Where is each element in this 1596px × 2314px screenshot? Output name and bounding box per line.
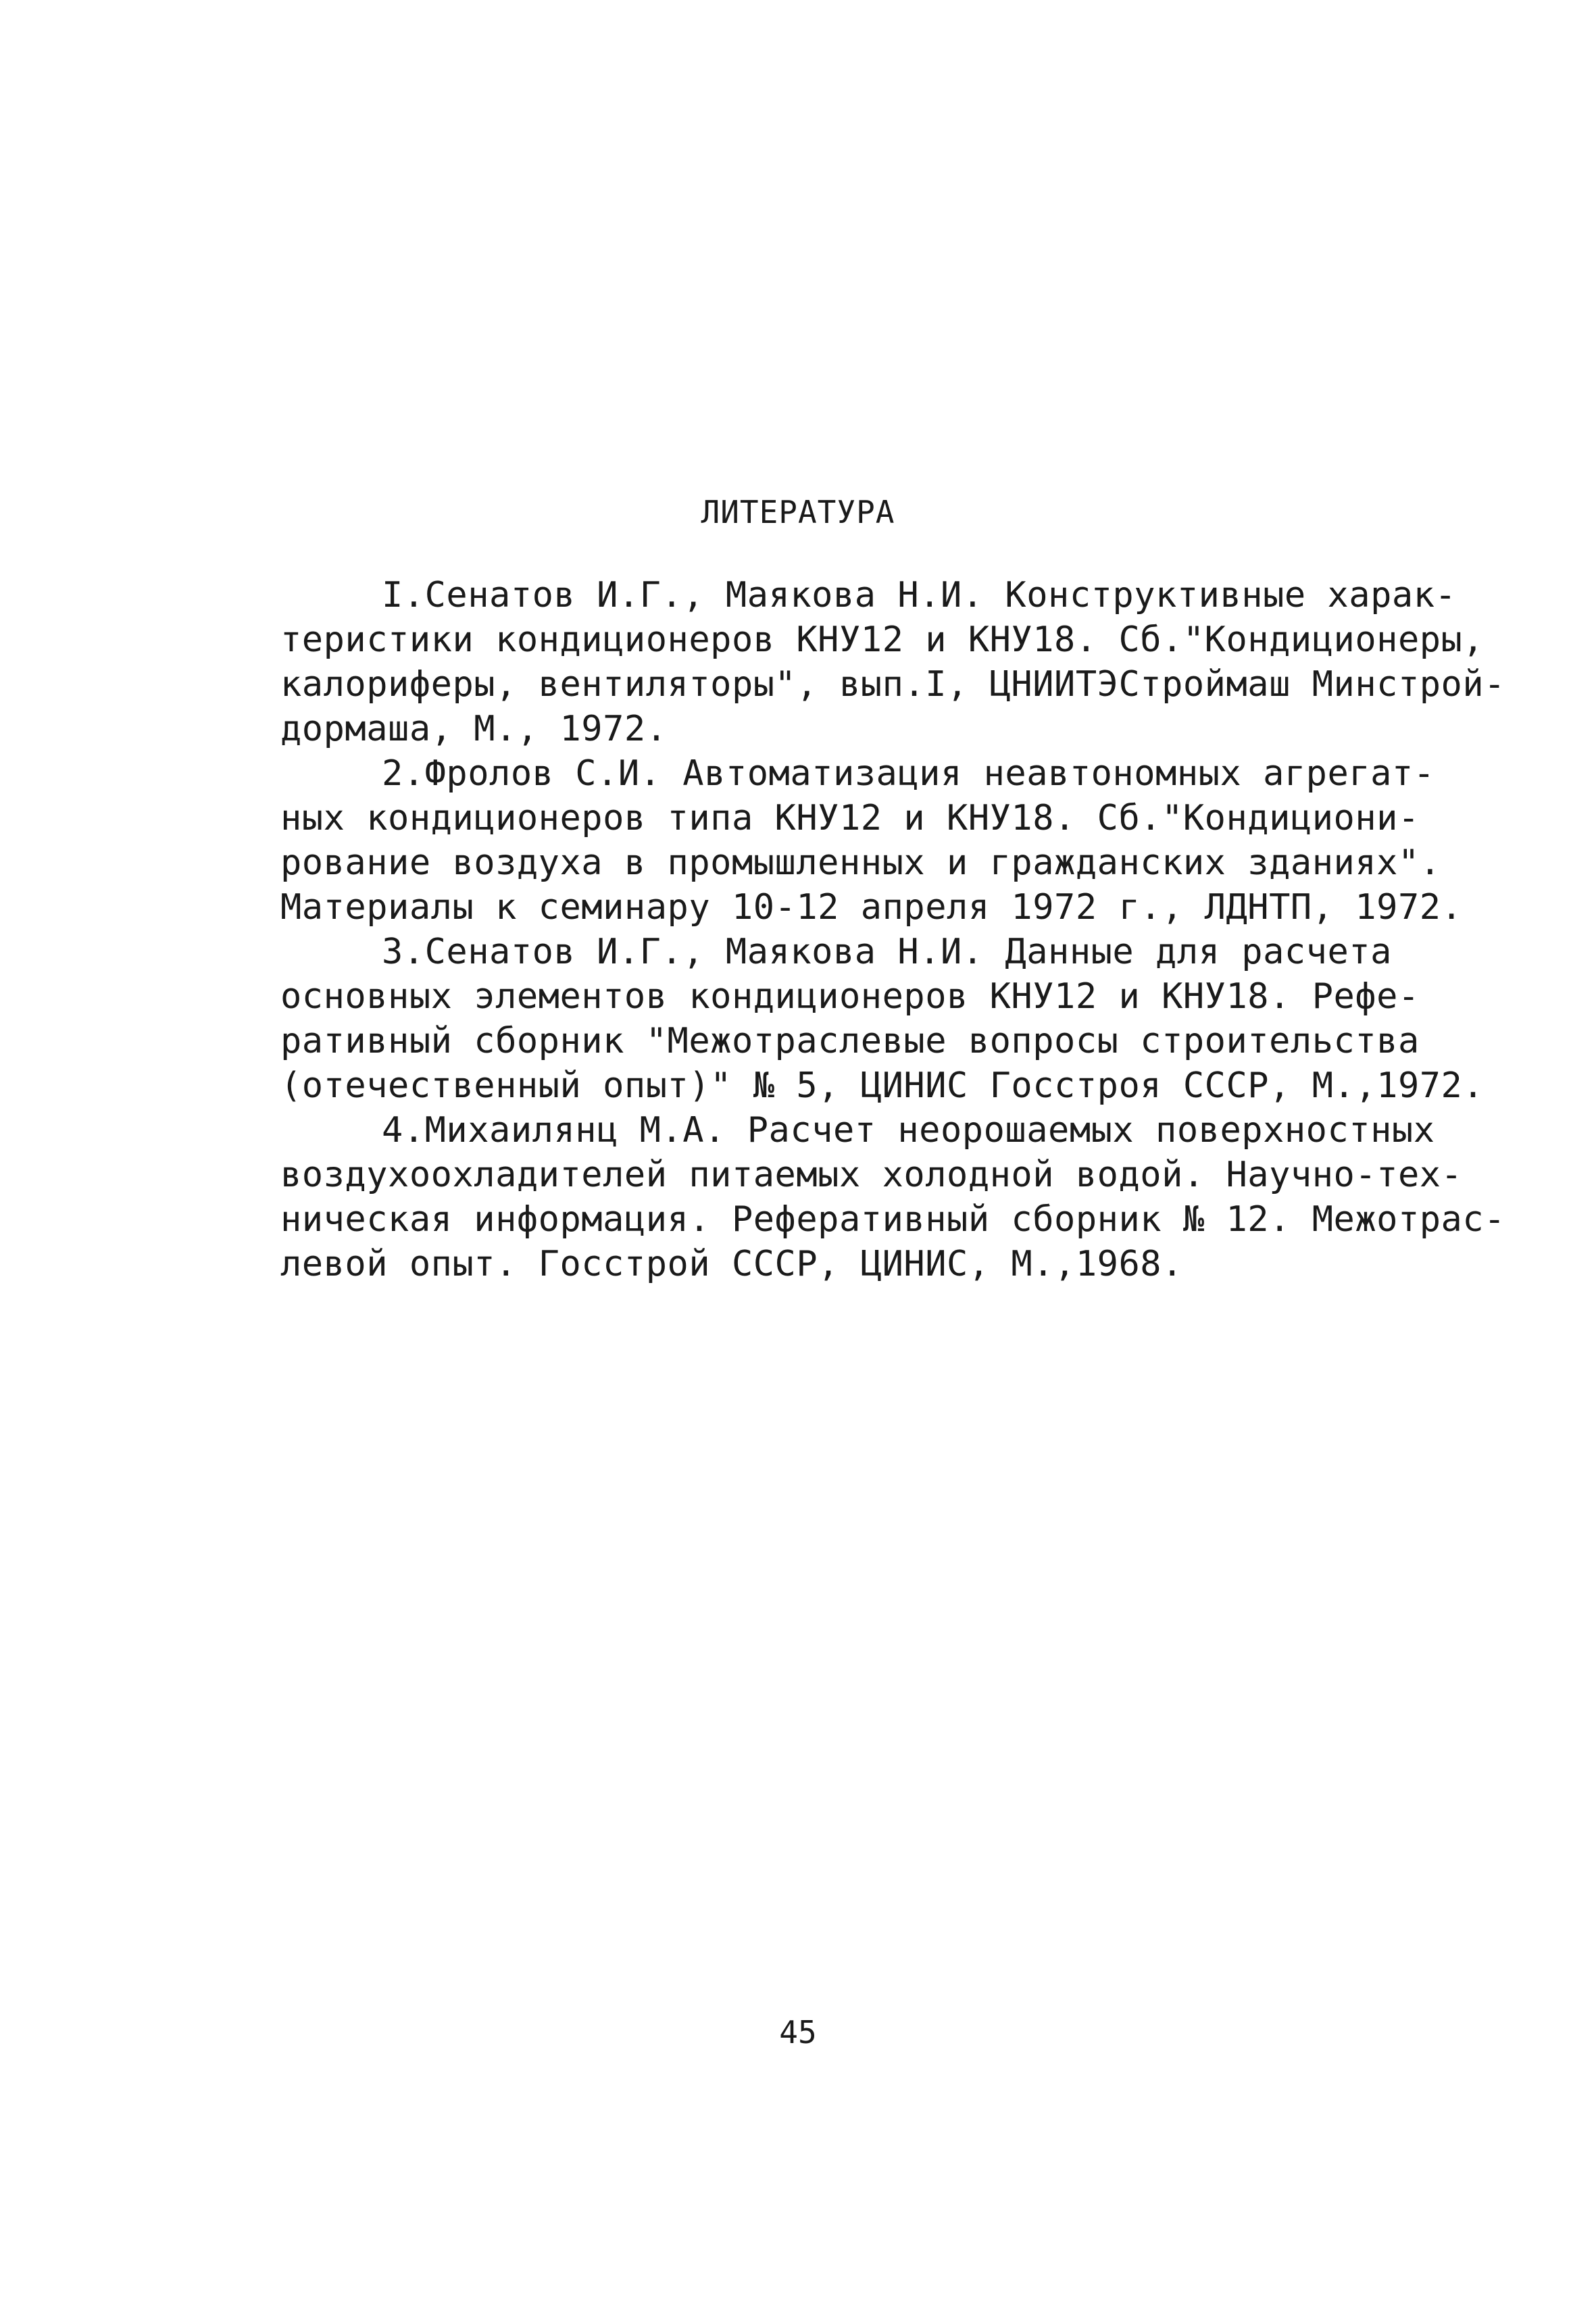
reference-1-line-1: I.Сенатов И.Г., Маякова Н.И. Конструктивные харак- [382,575,1457,615]
reference-1-line-2: теристики кондиционеров КНУ12 и КНУ18. Сб."Кондиционеры, [280,620,1485,660]
references-heading: ЛИТЕРАТУРА [701,494,895,530]
reference-2-line-1: 2.Фролов С.И. Автоматизация неавтономных агрегат- [382,753,1435,794]
reference-3-line-1: 3.Сенатов И.Г., Маякова Н.И. Данные для расчета [382,932,1392,972]
page-number: 45 [779,2014,817,2051]
reference-2-line-2: ных кондиционеров типа КНУ12 и КНУ18. Сб."Кондициони- [280,798,1420,838]
reference-1-line-4: дормаша, М., 1972. [280,709,668,749]
reference-4-line-3: ническая информация. Реферативный сборник № 12. Межотрас- [280,1199,1505,1240]
reference-3-line-3: ративный сборник "Межотраслевые вопросы строительства [280,1021,1420,1061]
reference-4-line-2: воздухоохладителей питаемых холодной водой. Научно-тех- [280,1155,1463,1195]
reference-3-line-2: основных элементов кондиционеров КНУ12 и КНУ18. Рефе- [280,976,1420,1017]
reference-4-line-4: левой опыт. Госстрой СССР, ЦИНИС, М.,1968. [280,1244,1183,1284]
reference-2-line-4: Материалы к семинару 10-12 апреля 1972 г., ЛДНТП, 1972. [280,887,1463,928]
reference-1-line-3: калориферы, вентиляторы", вып.I, ЦНИИТЭСтроймаш Минстрой- [280,664,1505,705]
reference-4-line-1: 4.Михаилянц М.А. Расчет неорошаемых поверхностных [382,1110,1435,1151]
reference-2-line-3: рование воздуха в промышленных и гражданских зданиях". [280,842,1441,883]
reference-3-line-4: (отечественный опыт)" № 5, ЦИНИС Госстроя СССР, М.,1972. [280,1065,1485,1106]
